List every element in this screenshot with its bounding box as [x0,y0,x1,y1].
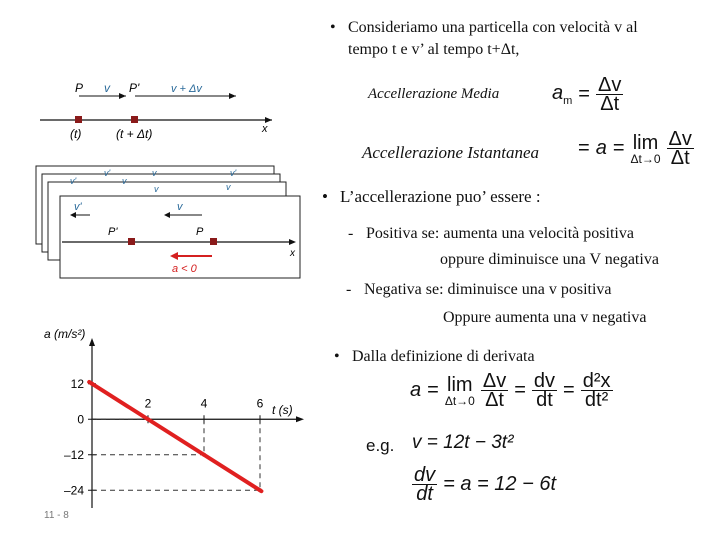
chart-y-tick-label: –12 [63,447,84,462]
card-point-p [210,238,217,245]
chart-series-line [89,382,261,491]
velocity-equation: v = 12t − 3t² [412,432,514,453]
chart-xlabel: t (s) [272,403,293,417]
motion-diagram-cards [34,164,306,280]
avg-accel-label: Accellerazione Media [368,86,500,102]
card-p-prime-label: P' [108,226,118,238]
chart-data-point [90,382,94,386]
card-p-label: P [196,226,204,238]
chart-x-point-label: 4 [200,396,208,411]
card-point-p-prime [128,238,135,245]
chart-ylabel: a (m/s²) [44,327,86,341]
chart-y-axis-arrow [89,338,95,346]
accel-equation: $\frac{dv}{dt}$ = a = 12 − 6t [414,464,556,505]
avg-accel-den: Δt [600,93,620,115]
inst-accel-fraction [667,130,694,167]
chart-data-point [258,488,262,492]
derivative-lim: lim Δt→0 [444,373,475,408]
avg-accel-formula [552,76,623,113]
avg-accel-num: Δv [597,74,622,96]
label-t-dt: (t + Δt) [116,127,153,141]
chart-x-point-label: 2 [144,396,152,411]
label-v-dv: v + Δv [171,83,202,95]
derivative-bullet: • [334,348,340,365]
svg-text:v': v' [104,168,111,178]
svg-text:v: v [122,176,127,186]
chart-y-tick-label: –24 [63,483,84,498]
svg-text:v: v [154,184,159,194]
chart-y-tick-label: 0 [77,412,84,427]
inst-accel-symbol: a [595,137,607,159]
chart-x-axis-arrow [296,416,304,422]
derivative-formula: a = lim Δt→0 $\frac{\Delta v}{\Delta t}$ = $\frac{dv}{dt}$ = $\frac{\text{d²x}}{\text{dt²}}$ [410,370,611,411]
label-x: x [262,123,268,135]
chart-y-tick-label: 12 [70,376,84,391]
motion-diagram-top [36,74,276,146]
svg-text:v': v' [230,168,237,178]
point-p-prime-marker [131,116,138,123]
derivative-text: Dalla definizione di derivata [352,348,535,365]
card-v-prime-label: v' [74,201,82,213]
card-a-label: a < 0 [172,263,197,275]
card-x-label: x [290,248,295,259]
label-p: P [75,81,84,95]
svg-text:v: v [226,182,231,192]
intro-bullet: • [330,19,336,36]
intro-line-1: Consideriamo una particella con velocità v al [348,19,638,36]
label-t: (t) [70,127,82,141]
avg-accel-symbol: a [552,82,564,104]
intro-line-2: tempo t e v’ al tempo t+Δt, [348,41,520,58]
avg-accel-eq: = [578,83,590,105]
can-be-text: L’accellerazione puo’ essere : [340,187,541,206]
inst-accel-den: Δt [670,147,690,169]
eg-label: e.g. [366,436,395,455]
point-p-marker [75,116,82,123]
negative-dash: - [346,281,352,298]
chart-x-point-label: 6 [256,396,264,411]
label-v: v [104,81,110,95]
label-p-prime: P' [129,81,140,95]
positive-dash: - [348,225,354,242]
chart-data-point [146,417,150,421]
inst-accel-eq2: = [612,137,625,159]
inst-accel-formula [578,130,694,167]
svg-text:v': v' [70,176,77,186]
svg-text:v: v [152,168,157,178]
inst-accel-eq1: = [578,137,590,159]
avg-accel-fraction [596,76,623,113]
inst-accel-lim: lim Δt→0 [630,131,661,166]
inst-accel-label: Accellerazione Istantanea [362,143,540,162]
chart-data-point [202,453,206,457]
negative-line-2: Oppure aumenta una v negativa [443,309,647,326]
positive-line-2: oppure diminuisce una V negativa [440,251,659,268]
positive-line-1: Positiva se: aumenta una velocità positiva [366,225,634,242]
inst-accel-num: Δv [668,128,692,150]
card-v-label: v [177,201,183,213]
avg-accel-subscript: m [563,95,573,107]
accel-chart [36,322,308,518]
slide-number: 11 - 8 [44,510,69,521]
can-be-bullet: • [322,187,328,206]
negative-line-1: Negativa se: diminuisce una v positiva [364,281,612,298]
